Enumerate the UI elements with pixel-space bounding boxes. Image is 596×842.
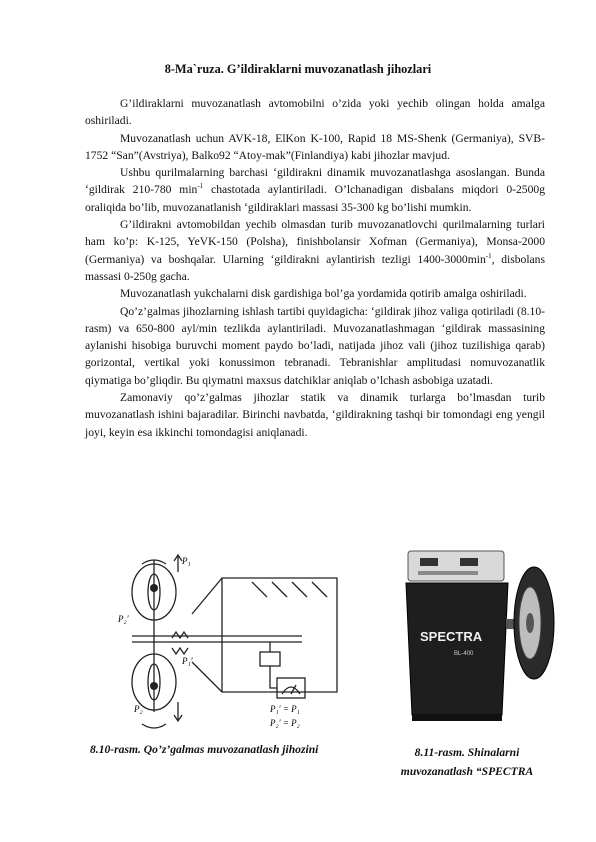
- label-eq2: P₂′ = P₂: [270, 718, 300, 728]
- figure-caption-8-11: 8.11-rasm. Shinalarni muvozanatlash “SPECTRA: [400, 746, 534, 778]
- paragraph-5: Muvozanatlash yukchalarni disk gardishiga bol’ga yordamida qotirib amalga oshiriladi.: [120, 287, 527, 301]
- brand-label: SPECTRA: [420, 629, 483, 644]
- label-p1-prime: P₁′: [182, 656, 193, 666]
- spectra-balancer-illustration: [398, 545, 558, 725]
- label-eq1: P₁′ = P₁: [270, 704, 300, 714]
- paragraph-3: Ushbu qurilmalarning barchasi ‘gildirakni dinamik muvozanatlashga asoslangan. Bunda ‘gildirak 210-780 $\min^{-1}$ chastotada aylantiriladi. O’lchanadigan disbalans miqdori 0-2500g oraliqida bo’lib, muvozanatlanish ‘gildiraklari massasi 35-300 kg bo’lishi mumkin.: [85, 166, 545, 214]
- paragraph-1: G’ildiraklarni muvozanatlash avtomobilni o’zida yoki yechib olingan holda amalga oshiriladi.: [85, 97, 545, 128]
- label-p2-prime: P₂′: [118, 614, 129, 624]
- figure-caption-8-10: 8.10-rasm. Qo’z’galmas muvozanatlash jihozini: [90, 743, 319, 756]
- paragraph-4: G’ildirakni avtomobildan yechib olmasdan turib muvozanatlovchi qurilmalarning turlari ham ko’p: K-125, YeVK-150 (Polsha), finishbolansir Xofman (Germaniya), Monsa-2000 (Germaniya) va boshqalar. Ularning ‘gildirakni aylantirish tezligi $1400-3000\min^{-1}$, disbolans massasi 0-250g gacha.: [85, 218, 545, 283]
- label-p2: P₂: [134, 704, 143, 714]
- body-text: [85, 95, 545, 441]
- model-label: BL-400: [454, 651, 474, 657]
- paragraph-7: Zamonaviy qo’z’galmas jihozlar statik va dinamik turlarga bo’lmasdan turib muvozanatlash ishini bajaradilar. Birinchi navbatda, ‘gildirakning tashqi bir tomondagi eng yengil joyi, keyin esa ikkinchi tomondagisi aniqlanadi.: [85, 391, 545, 439]
- paragraph-2: Muvozanatlash uchun AVK-18, ElKon K-100, Rapid 18 MS-Shenk (Germaniya), SVB-1752 “San”(Avstriya), Balko92 “Atoy-mak”(Finlandiya) kabi jihozlar mavjud.: [85, 131, 545, 162]
- page-title: 8-Ma`ruza. G’ildiraklarni muvozanatlash jihozlari: [164, 62, 432, 76]
- paragraph-6: Qo’z’galmas jihozlarning ishlash tartibi quyidagicha: ‘gildirak jihoz valiga qotiriladi (8.10-rasm) va 650-800 ayl/min tezlikda aylantiriladi. Muvozanatlashmagan ‘gildirak massasining aylanishi hisobiga buruvchi moment paydo bo’ladi, natijada jihoz vali (jihoz tuzilishiga qarab) gorizontal, vertikal yoki konussimon tebranadi. Tebranishlar amplitudasi nomuvozanatlik qiymatiga bo’gliqdir. Bu qiymatni maxsus datchiklar aniqlab o’lchash asbobiga uzatadi.: [85, 304, 545, 387]
- upper-weight-marker: [150, 584, 158, 592]
- balancer-schematic-diagram: [112, 552, 350, 734]
- label-p1: P₁: [182, 556, 191, 566]
- lower-weight-marker: [150, 682, 158, 690]
